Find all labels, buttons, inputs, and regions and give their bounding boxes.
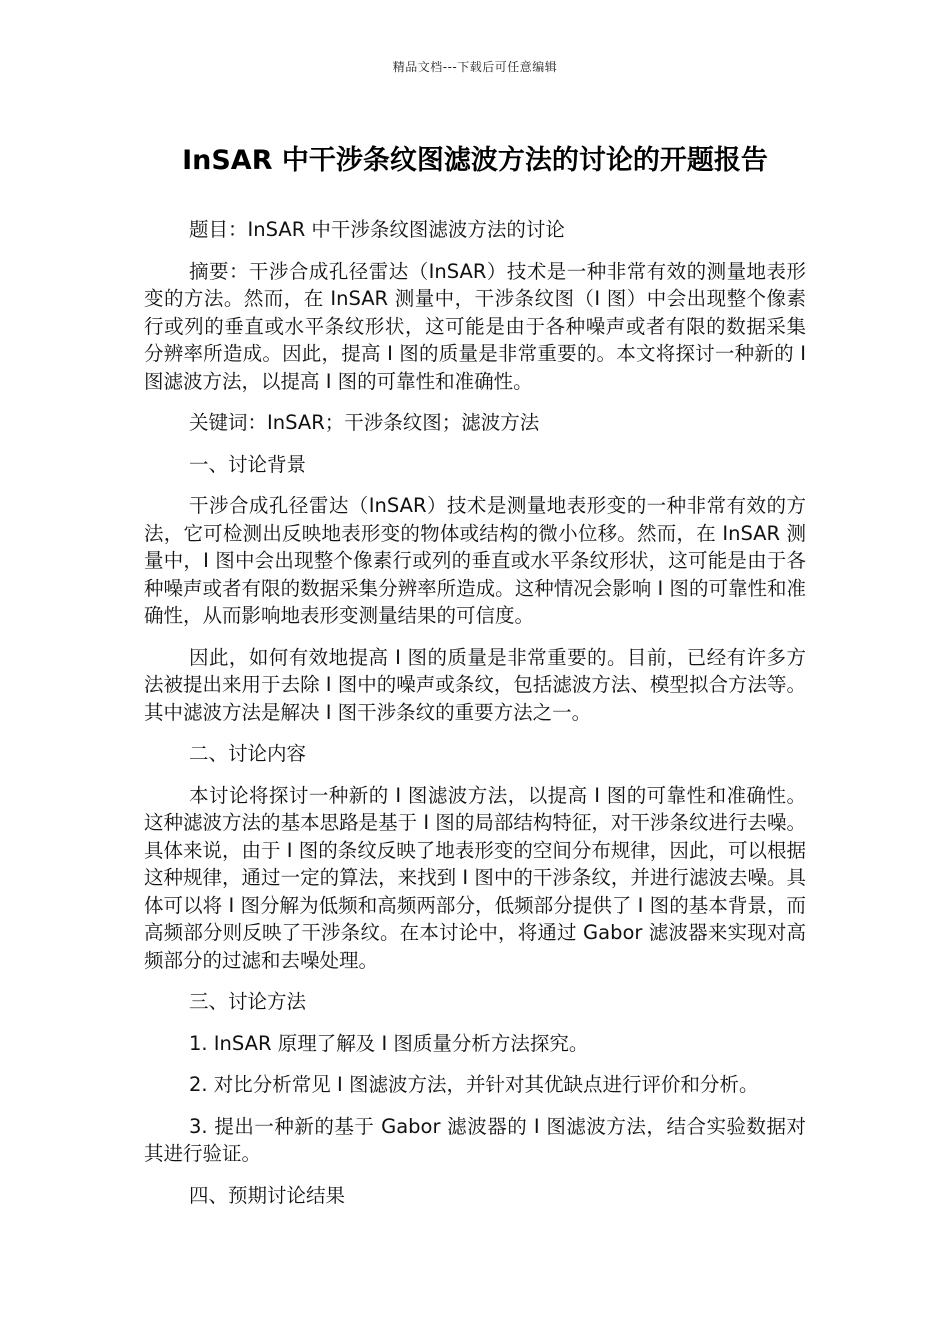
section-heading-content: 二、讨论内容 [189,742,307,765]
section-heading-expected-results: 四、预期讨论结果 [189,1183,346,1207]
document-body [144,216,806,1223]
method-item-1: 1. InSAR 原理了解及 I 图质量分析方法探究。 [189,1031,589,1055]
content-paragraph: 本讨论将探讨一种新的 I 图滤波方法，以提高 I 图的可靠性和准确性。这种滤波方法的基本思路是基于 I 图的局部结构特征，对干涉条纹进行去噪。具体来说，由于 I 图的条纹反映了地表形变的空间分布规律，因此，可以根据这种规律，通过一定的算法，来找到 I 图中的干涉条纹，并进行滤波去噪。具体可以将 I 图分解为低频和高频两部分，低频部分提供了 I 图的基本背景，而高频部分则反映了干涉条纹。在本讨论中，将通过 Gabor 滤波器来实现对高频部分的过滤和去噪处理。 [144,783,806,972]
abstract-paragraph: 摘要：干涉合成孔径雷达（InSAR）技术是一种非常有效的测量地表形变的方法。然而，在 InSAR 测量中，干涉条纹图（I 图）中会出现整个像素行或列的垂直或水平条纹形状，这可能是由于各种噪声或者有限的数据采集分辨率所造成。因此，提高 I 图的质量是非常重要的。本文将探讨一种新的 I 图滤波方法，以提高 I 图的可靠性和准确性。 [144,259,806,393]
document-title: InSAR 中干涉条纹图滤波方法的讨论的开题报告 [182,145,768,176]
background-paragraph-1: 干涉合成孔径雷达（InSAR）技术是测量地表形变的一种非常有效的方法，它可检测出反映地表形变的物体或结构的微小位移。然而，在 InSAR 测量中，I 图中会出现整个像素行或列的垂直或水平条纹形状，这可能是由于各种噪声或者有限的数据采集分辨率所造成。这种情况会影响 I 图的可靠性和准确性，从而影响地表形变测量结果的可信度。 [144,494,806,627]
page-header: 精品文档---下载后可任意编辑 [392,60,558,74]
section-heading-methods: 三、讨论方法 [189,990,307,1013]
method-item-3: 3. 提出一种新的基于 Gabor 滤波器的 I 图滤波方法，结合实验数据对其进行验证。 [144,1114,806,1165]
section-heading-background: 一、讨论背景 [189,452,307,476]
keywords-line: 关键词：InSAR；干涉条纹图；滤波方法 [189,411,540,434]
method-item-2: 2. 对比分析常见 I 图滤波方法，并针对其优缺点进行评价和分析。 [189,1073,759,1096]
topic-line: 题目：InSAR 中干涉条纹图滤波方法的讨论 [189,218,565,241]
background-paragraph-2: 因此，如何有效地提高 I 图的质量是非常重要的。目前，已经有许多方法被提出来用于去除 I 图中的噪声或条纹，包括滤波方法、模型拟合方法等。其中滤波方法是解决 I 图干涉条纹的重要方法之一。 [144,645,806,724]
